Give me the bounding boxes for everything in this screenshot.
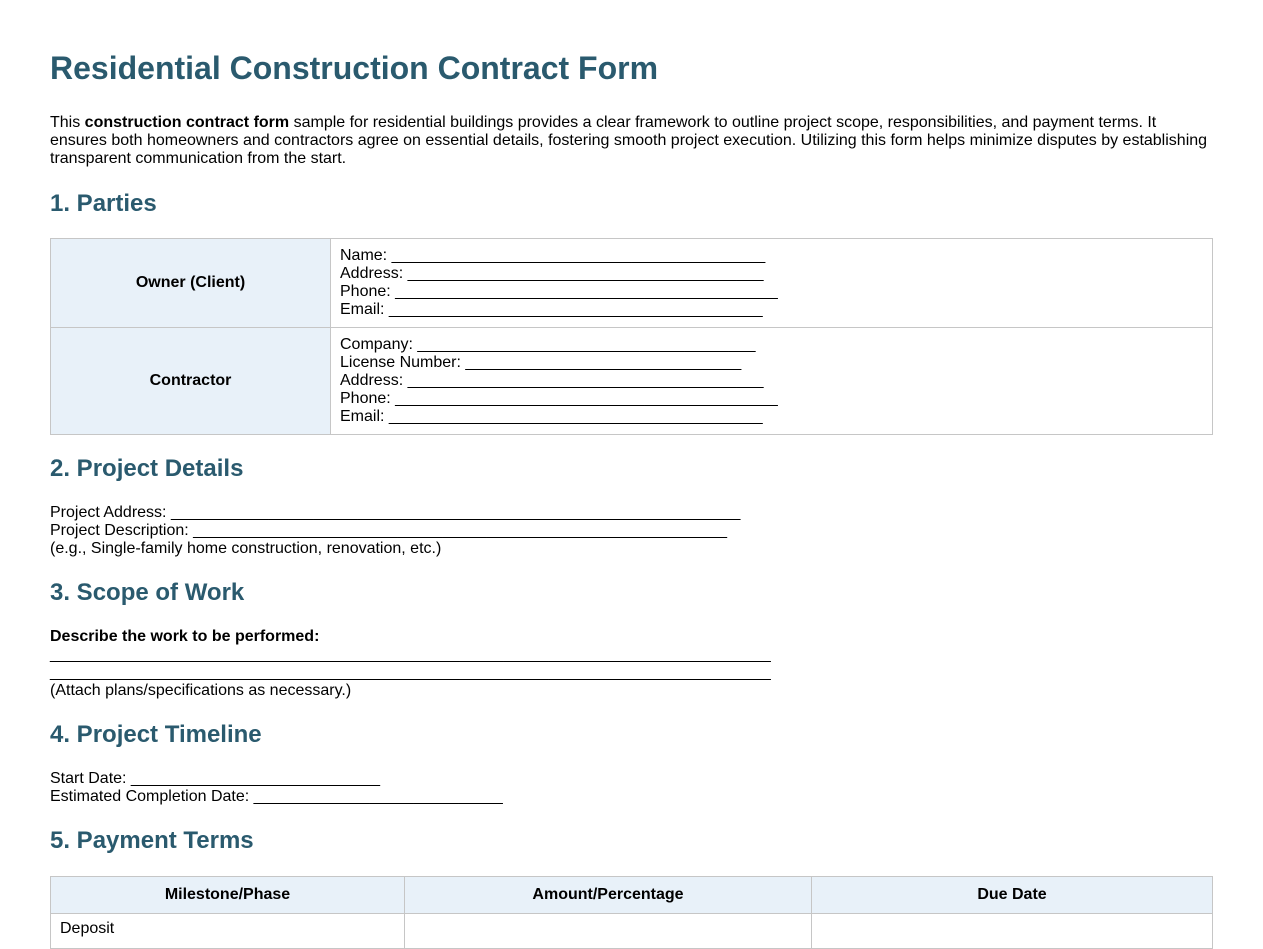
intro-text-bold: construction contract form bbox=[84, 114, 290, 131]
timeline-block bbox=[50, 770, 1213, 806]
owner-label: Owner (Client) bbox=[51, 239, 331, 328]
owner-name-field[interactable]: Name: __________________________________________ bbox=[340, 247, 766, 264]
contractor-address-field[interactable]: Address: ________________________________________ bbox=[340, 372, 764, 389]
milestone-cell[interactable]: Deposit bbox=[51, 914, 405, 949]
payment-table bbox=[50, 876, 1213, 949]
section-heading-project-details: 2. Project Details bbox=[50, 455, 244, 482]
section-heading-payment: 5. Payment Terms bbox=[50, 827, 254, 854]
contractor-company-field[interactable]: Company: ______________________________________ bbox=[340, 336, 756, 353]
scope-line-2[interactable]: _________________________________________________________________________________ bbox=[50, 664, 771, 681]
owner-phone-field[interactable]: Phone: ___________________________________________ bbox=[340, 283, 778, 300]
scope-label: Describe the work to be performed: bbox=[50, 628, 320, 645]
scope-hint: (Attach plans/specifications as necessary.) bbox=[50, 682, 352, 699]
page-title: Residential Construction Contract Form bbox=[50, 50, 659, 86]
owner-address-field[interactable]: Address: ________________________________________ bbox=[340, 265, 764, 282]
start-date-field[interactable]: Start Date: ____________________________ bbox=[50, 770, 381, 787]
contractor-email-field[interactable]: Email: __________________________________________ bbox=[340, 408, 763, 425]
section-heading-scope: 3. Scope of Work bbox=[50, 579, 245, 606]
project-description-hint: (e.g., Single-family home construction, renovation, etc.) bbox=[50, 540, 442, 557]
due-date-cell[interactable] bbox=[812, 914, 1213, 949]
column-header-due-date: Due Date bbox=[812, 877, 1213, 914]
project-details-block bbox=[50, 504, 1213, 558]
contractor-phone-field[interactable]: Phone: ___________________________________________ bbox=[340, 390, 778, 407]
payment-header-row bbox=[51, 877, 1213, 914]
section-heading-parties: 1. Parties bbox=[50, 190, 157, 217]
contractor-label: Contractor bbox=[51, 328, 331, 435]
project-address-field[interactable]: Project Address: ________________________________________________________________ bbox=[50, 504, 741, 521]
project-description-field[interactable]: Project Description: ____________________________________________________________ bbox=[50, 522, 728, 539]
contractor-fields bbox=[331, 328, 1213, 435]
contractor-license-field[interactable]: License Number: _______________________________ bbox=[340, 354, 742, 371]
completion-date-field[interactable]: Estimated Completion Date: ____________________________ bbox=[50, 788, 503, 805]
intro-paragraph bbox=[50, 114, 1213, 168]
scope-line-1[interactable]: _________________________________________________________________________________ bbox=[50, 646, 771, 663]
scope-block bbox=[50, 646, 1213, 700]
intro-text-suffix: sample for residential buildings provides a clear framework to outline project scope, responsibilities, and payment terms. It ensures both homeowners and contractors agree on essential details, fostering smooth project execution. Utilizing this form helps minimize disputes by establishing transparent communication from the start. bbox=[50, 114, 1208, 167]
table-row-contractor bbox=[51, 328, 1213, 435]
owner-email-field[interactable]: Email: __________________________________________ bbox=[340, 301, 763, 318]
intro-text-prefix: This bbox=[50, 114, 85, 131]
parties-table bbox=[50, 238, 1213, 435]
column-header-milestone: Milestone/Phase bbox=[51, 877, 405, 914]
table-row-owner bbox=[51, 239, 1213, 328]
table-row bbox=[51, 914, 1213, 949]
amount-cell[interactable] bbox=[405, 914, 812, 949]
owner-fields bbox=[331, 239, 1213, 328]
section-heading-timeline: 4. Project Timeline bbox=[50, 721, 262, 748]
column-header-amount: Amount/Percentage bbox=[405, 877, 812, 914]
